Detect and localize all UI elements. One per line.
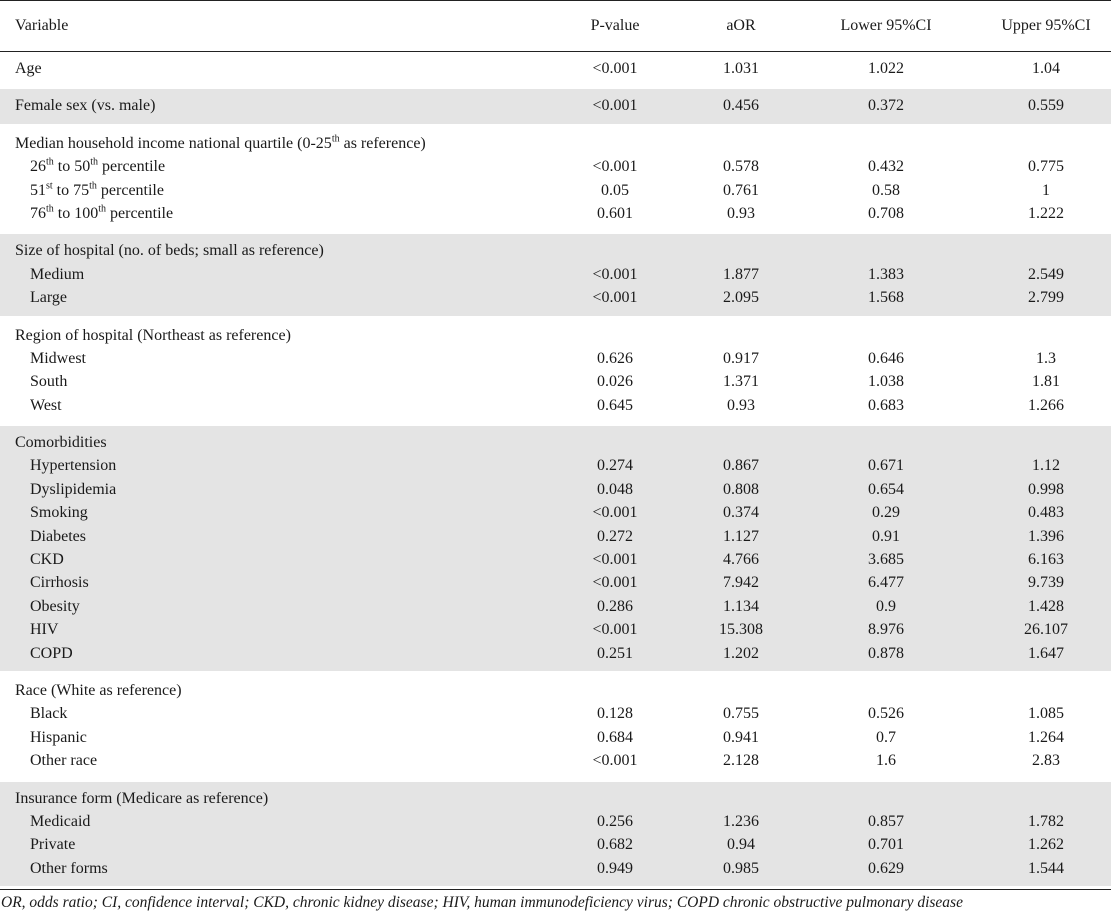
table-row	[0, 263, 1111, 286]
p-value-cell: 0.251	[597, 644, 633, 662]
p-value-cell: 0.682	[597, 836, 633, 854]
p-value-cell: 0.601	[597, 204, 633, 222]
lower-ci-cell: 1.038	[868, 373, 904, 391]
aor-cell: 4.766	[723, 551, 759, 569]
upper-ci-cell: 0.998	[1028, 480, 1064, 498]
upper-ci-cell: 0.775	[1028, 158, 1064, 176]
upper-ci-cell: 1	[1042, 181, 1050, 199]
variable-cell: Smoking	[30, 504, 88, 522]
aor-cell: 0.941	[723, 728, 759, 746]
lower-ci-cell: 0.432	[868, 158, 904, 176]
variable-cell: Cirrhosis	[30, 574, 89, 592]
upper-ci-cell: 1.81	[1032, 373, 1060, 391]
p-value-cell: <0.001	[592, 752, 638, 770]
table-row	[0, 155, 1111, 178]
table-row	[0, 454, 1111, 477]
row-group	[0, 89, 1111, 123]
p-value-cell: <0.001	[592, 621, 638, 639]
lower-ci-cell: 0.671	[868, 457, 904, 475]
table-row	[0, 833, 1111, 856]
variable-cell: West	[30, 396, 62, 414]
lower-ci-cell: 0.654	[868, 480, 904, 498]
aor-cell: 0.867	[723, 457, 759, 475]
lower-ci-cell: 0.878	[868, 644, 904, 662]
upper-ci-cell: 1.222	[1028, 204, 1064, 222]
variable-cell: Age	[15, 60, 42, 77]
table-row	[0, 525, 1111, 548]
group-title-row	[0, 239, 1111, 262]
lower-ci-cell: 6.477	[868, 574, 904, 592]
header-upper-ci: Upper 95%CI	[1001, 17, 1091, 34]
table-row	[0, 857, 1111, 880]
aor-cell: 1.236	[723, 812, 759, 830]
row-group	[0, 426, 1111, 671]
row-group	[0, 234, 1111, 315]
aor-cell: 0.93	[727, 396, 755, 414]
header-lower-ci: Lower 95%CI	[840, 17, 932, 34]
p-value-cell: 0.626	[597, 349, 633, 367]
group-title: Median household income national quartile (0-25th as reference)	[15, 133, 426, 152]
lower-ci-cell: 0.7	[876, 728, 896, 746]
upper-ci-cell: 2.549	[1028, 265, 1064, 283]
variable-cell: Obesity	[30, 597, 80, 615]
upper-ci-cell: 1.428	[1028, 597, 1064, 615]
lower-ci-cell: 0.857	[868, 812, 904, 830]
aor-cell: 0.94	[727, 836, 755, 854]
upper-ci-cell: 1.085	[1028, 705, 1064, 723]
table-row	[0, 618, 1111, 641]
table-row	[0, 810, 1111, 833]
p-value-cell: 0.128	[597, 705, 633, 723]
group-title-row	[0, 324, 1111, 347]
upper-ci-cell: 9.739	[1028, 574, 1064, 592]
variable-cell: South	[30, 373, 68, 391]
variable-cell: Black	[30, 705, 68, 723]
table-footnote: OR, odds ratio; CI, confidence interval; CKD, chronic kidney disease; HIV, human immunodeficiency virus; COPD chronic obstructive pulmonary disease	[0, 889, 1111, 914]
p-value-cell: 0.645	[597, 396, 633, 414]
table-row	[0, 347, 1111, 370]
variable-cell: Medium	[30, 265, 85, 283]
upper-ci-cell: 0.559	[1028, 97, 1064, 115]
lower-ci-cell: 0.629	[868, 859, 904, 877]
p-value-cell: 0.048	[597, 480, 633, 498]
header-variable: Variable	[15, 17, 69, 34]
upper-ci-cell: 1.647	[1028, 644, 1064, 662]
aor-cell: 1.031	[723, 60, 759, 77]
aor-cell: 1.127	[723, 527, 759, 545]
table-row	[0, 394, 1111, 417]
aor-cell: 2.095	[723, 289, 759, 307]
aor-cell: 1.202	[723, 644, 759, 662]
lower-ci-cell: 8.976	[868, 621, 904, 639]
upper-ci-cell: 1.544	[1028, 859, 1064, 877]
row-group	[0, 674, 1111, 779]
group-title-row	[0, 679, 1111, 702]
upper-ci-cell: 1.3	[1036, 349, 1056, 367]
upper-ci-cell: 2.799	[1028, 289, 1064, 307]
variable-cell: Hispanic	[30, 728, 87, 746]
table-row	[0, 370, 1111, 393]
table-row	[0, 286, 1111, 309]
p-value-cell: <0.001	[592, 574, 638, 592]
aor-cell: 2.128	[723, 752, 759, 770]
p-value-cell: <0.001	[592, 60, 638, 77]
group-title: Comorbidities	[15, 434, 107, 452]
p-value-cell: 0.949	[597, 859, 633, 877]
upper-ci-cell: 2.83	[1032, 752, 1060, 770]
lower-ci-cell: 0.683	[868, 396, 904, 414]
table-row	[0, 501, 1111, 524]
aor-cell: 0.808	[723, 480, 759, 498]
group-title: Region of hospital (Northeast as reference)	[15, 326, 291, 344]
upper-ci-cell: 26.107	[1024, 621, 1068, 639]
table-row	[0, 595, 1111, 618]
lower-ci-cell: 0.701	[868, 836, 904, 854]
upper-ci-cell: 1.262	[1028, 836, 1064, 854]
variable-cell: Medicaid	[30, 812, 91, 830]
upper-ci-cell: 1.266	[1028, 396, 1064, 414]
group-title-row	[0, 132, 1111, 155]
table-row	[0, 57, 1111, 80]
lower-ci-cell: 0.58	[872, 181, 900, 199]
p-value-cell: 0.256	[597, 812, 633, 830]
lower-ci-cell: 1.022	[868, 60, 904, 77]
lower-ci-cell: 0.91	[872, 527, 900, 545]
upper-ci-cell: 1.264	[1028, 728, 1064, 746]
lower-ci-cell: 0.372	[868, 97, 904, 115]
variable-cell: HIV	[30, 621, 59, 639]
variable-cell: Dyslipidemia	[30, 480, 117, 498]
lower-ci-cell: 1.6	[876, 752, 896, 770]
p-value-cell: 0.274	[597, 457, 633, 475]
aor-cell: 1.134	[723, 597, 759, 615]
p-value-cell: 0.684	[597, 728, 633, 746]
aor-cell: 0.93	[727, 204, 755, 222]
table-row	[0, 642, 1111, 665]
upper-ci-cell: 0.483	[1028, 504, 1064, 522]
aor-cell: 0.917	[723, 349, 759, 367]
group-title: Insurance form (Medicare as reference)	[15, 789, 269, 807]
p-value-cell: <0.001	[592, 551, 638, 569]
variable-cell: CKD	[30, 551, 64, 569]
row-group	[0, 127, 1111, 232]
p-value-cell: <0.001	[592, 158, 638, 176]
row-group	[0, 782, 1111, 887]
table-header	[0, 0, 1111, 52]
lower-ci-cell: 1.568	[868, 289, 904, 307]
lower-ci-cell: 0.708	[868, 204, 904, 222]
aor-cell: 0.456	[723, 97, 759, 115]
p-value-cell: <0.001	[592, 504, 638, 522]
upper-ci-cell: 1.12	[1032, 457, 1060, 475]
variable-cell: COPD	[30, 644, 73, 662]
upper-ci-cell: 6.163	[1028, 551, 1064, 569]
group-title-row	[0, 787, 1111, 810]
lower-ci-cell: 0.29	[872, 504, 900, 522]
variable-cell: Private	[30, 836, 76, 854]
header-p-value: P-value	[590, 17, 640, 34]
upper-ci-cell: 1.782	[1028, 812, 1064, 830]
group-title: Size of hospital (no. of beds; small as reference)	[15, 242, 324, 260]
row-group	[0, 319, 1111, 424]
lower-ci-cell: 0.9	[876, 597, 896, 615]
header-aor: aOR	[726, 17, 756, 34]
table-row	[0, 726, 1111, 749]
aor-cell: 1.877	[723, 265, 759, 283]
variable-cell: Diabetes	[30, 527, 86, 545]
group-title-row	[0, 431, 1111, 454]
table-body	[0, 52, 1111, 886]
variable-cell: Female sex (vs. male)	[15, 97, 156, 115]
aor-cell: 15.308	[719, 621, 763, 639]
aor-cell: 0.985	[723, 859, 759, 877]
row-group	[0, 52, 1111, 86]
variable-cell: 26th to 50th percentile	[30, 156, 166, 176]
p-value-cell: 0.05	[601, 181, 629, 199]
table-row	[0, 94, 1111, 117]
table-row	[0, 548, 1111, 571]
variable-cell: Other forms	[30, 859, 108, 877]
variable-cell: 76th to 100th percentile	[30, 203, 174, 222]
variable-cell: Other race	[30, 752, 98, 770]
aor-cell: 0.374	[723, 504, 759, 522]
variable-cell: 51st to 75th percentile	[30, 180, 164, 199]
lower-ci-cell: 0.646	[868, 349, 904, 367]
aor-cell: 0.761	[723, 181, 759, 199]
aor-cell: 0.578	[723, 158, 759, 176]
variable-cell: Hypertension	[30, 457, 117, 475]
lower-ci-cell: 0.526	[868, 705, 904, 723]
p-value-cell: 0.272	[597, 527, 633, 545]
aor-cell: 1.371	[723, 373, 759, 391]
group-title: Race (White as reference)	[15, 681, 182, 699]
p-value-cell: <0.001	[592, 265, 638, 283]
p-value-cell: 0.026	[597, 373, 633, 391]
aor-cell: 7.942	[723, 574, 759, 592]
table-row	[0, 749, 1111, 772]
variable-cell: Large	[30, 289, 68, 307]
table-row	[0, 702, 1111, 725]
upper-ci-cell: 1.396	[1028, 527, 1064, 545]
p-value-cell: 0.286	[597, 597, 633, 615]
variable-cell: Midwest	[30, 349, 86, 367]
upper-ci-cell: 1.04	[1032, 60, 1060, 77]
lower-ci-cell: 1.383	[868, 265, 904, 283]
table-row	[0, 179, 1111, 202]
p-value-cell: <0.001	[592, 289, 638, 307]
aor-cell: 0.755	[723, 705, 759, 723]
table-row	[0, 202, 1111, 225]
table-row	[0, 478, 1111, 501]
lower-ci-cell: 3.685	[868, 551, 904, 569]
p-value-cell: <0.001	[592, 97, 638, 115]
table-row	[0, 571, 1111, 594]
